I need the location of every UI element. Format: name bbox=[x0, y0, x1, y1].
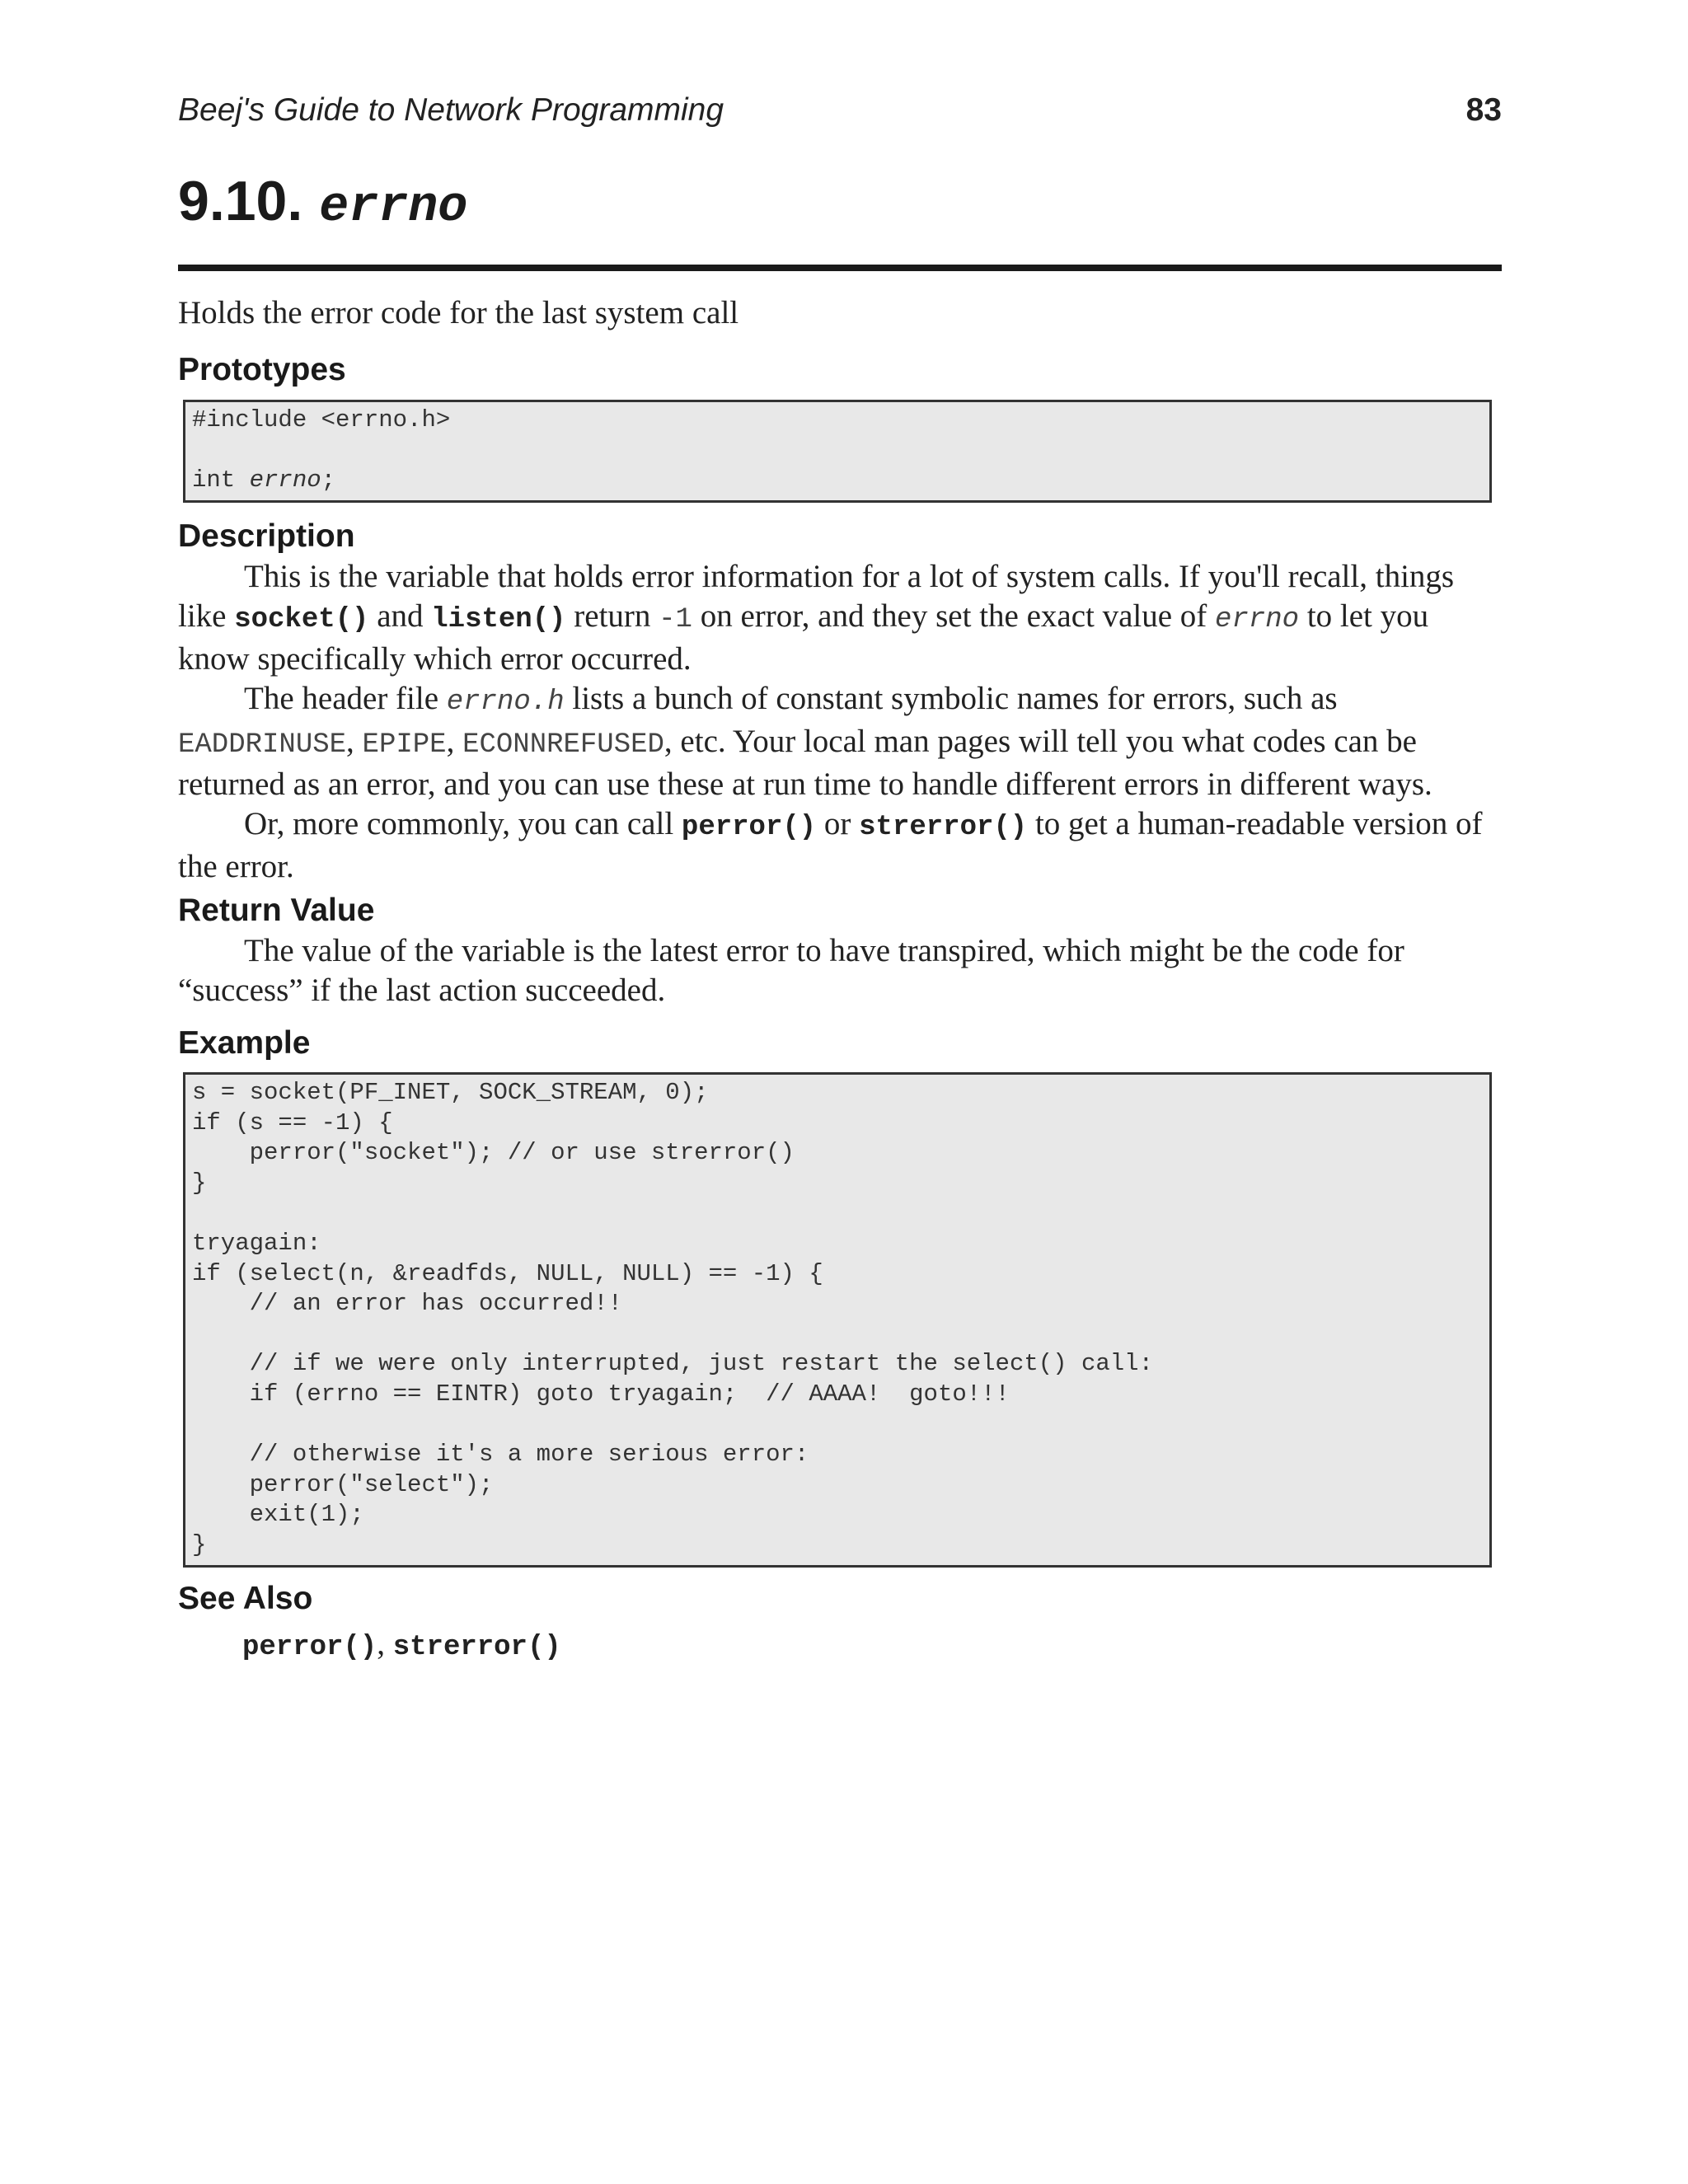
example-code-block: s = socket(PF_INET, SOCK_STREAM, 0); if (s == -1) { perror("socket"); // or use strerror() } tryagain: if (select(n, &readfds, NULL, NULL) == -1) { // an error has occurred!! // if we were only interrupted, just restart the select() call: if (errno == EINTR) goto tryagain; // AAAA! goto!!! // otherwise it's a more serious error: perror("select"); exit(1); } bbox=[183, 1072, 1492, 1568]
see-also-strerror: strerror() bbox=[392, 1632, 561, 1663]
econnrefused-const: ECONNREFUSED bbox=[462, 729, 664, 761]
return-value-heading: Return Value bbox=[178, 893, 375, 928]
return-value-paragraph: The value of the variable is the latest error to have transpired, which might be the code for “success” if the last action succeeded. bbox=[178, 933, 1404, 1008]
decl-type: int bbox=[192, 466, 250, 494]
section-summary: Holds the error code for the last system call bbox=[178, 295, 739, 330]
book-title: Beej's Guide to Network Programming bbox=[178, 92, 724, 128]
strerror-func: strerror() bbox=[859, 812, 1028, 843]
example-heading: Example bbox=[178, 1025, 311, 1061]
errno-var: errno bbox=[1215, 604, 1300, 635]
description-paragraph-2: The header file errno.h lists a bunch of constant symbolic names for errors, such as EADDRINUSE, EPIPE, ECONNREFUSED, etc. Your local man pages will tell you what codes can be returned as an error, and you can use these at run time to handle different errors in different ways. bbox=[178, 681, 1432, 802]
description-paragraph-1: This is the variable that holds error information for a lot of system calls. If you'll recall, things like socket() and listen() return -1 on error, and they set the exact value of errno to let you know specifically which error occurred. bbox=[178, 559, 1455, 677]
section-number: 9.10. bbox=[178, 170, 303, 232]
section-name: errno bbox=[319, 180, 468, 236]
return-value-body bbox=[178, 931, 1505, 1010]
socket-func: socket() bbox=[234, 604, 369, 635]
running-header bbox=[178, 92, 1502, 129]
title-rule bbox=[178, 265, 1502, 271]
epipe-const: EPIPE bbox=[362, 729, 447, 761]
page-number: 83 bbox=[1465, 92, 1502, 128]
see-also-list: perror(), strerror() bbox=[242, 1626, 561, 1663]
description-heading: Description bbox=[178, 518, 355, 554]
decl-name: errno bbox=[249, 466, 321, 494]
include-line: #include <errno.h> bbox=[192, 406, 451, 434]
decl-end: ; bbox=[321, 466, 336, 494]
perror-func: perror() bbox=[681, 812, 817, 843]
errno-h-file: errno.h bbox=[446, 687, 565, 718]
prototypes-code-block bbox=[183, 400, 1492, 503]
listen-func: listen() bbox=[431, 604, 566, 635]
description-body bbox=[178, 557, 1505, 887]
section-title bbox=[178, 168, 467, 237]
see-also-heading: See Also bbox=[178, 1581, 313, 1616]
see-also-perror: perror() bbox=[242, 1632, 377, 1663]
eaddrinuse-const: EADDRINUSE bbox=[178, 729, 347, 761]
description-paragraph-3: Or, more commonly, you can call perror() or strerror() to get a human-readable version of the error. bbox=[178, 806, 1483, 884]
minus-one-value: -1 bbox=[659, 604, 692, 635]
prototypes-heading: Prototypes bbox=[178, 352, 346, 387]
